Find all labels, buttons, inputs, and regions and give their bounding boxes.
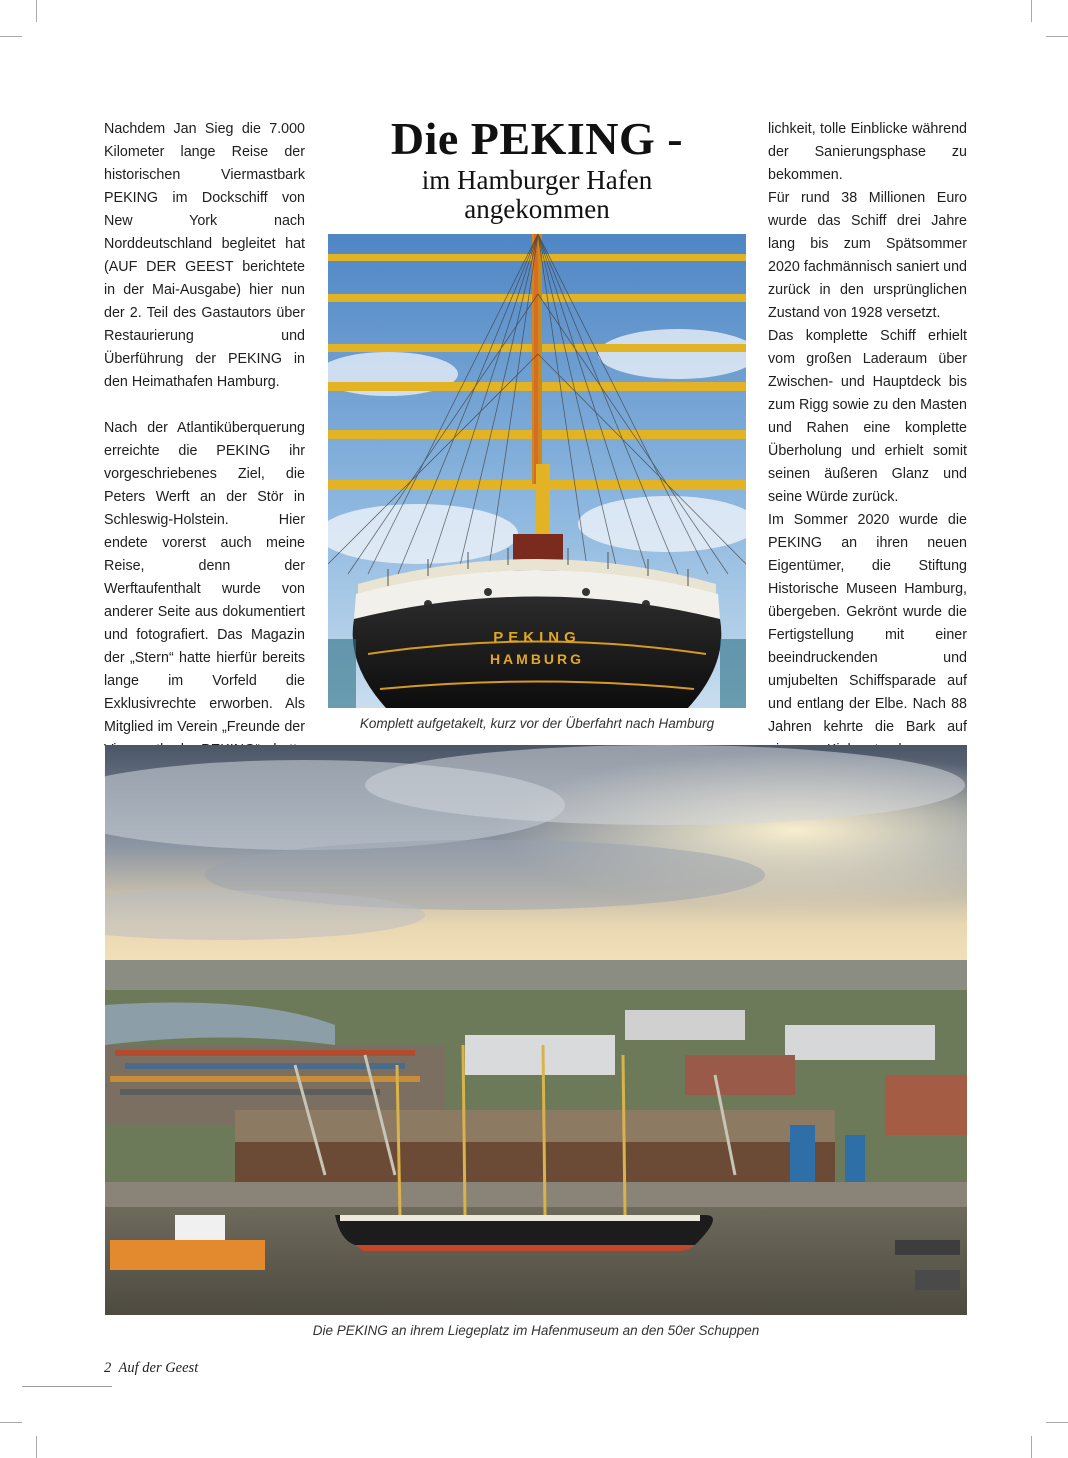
harbour-aerial-image [105,745,967,1315]
page-footer [104,1360,198,1377]
left-paragraph-2: Nach der Atlantiküberquerung erreichte die PEKING ihr vorgeschriebenes Ziel, die Peters Werft an der Stör in Schleswig-Holstein. Hier endete vorerst auch meine Reise, denn der Werftaufenthalt wurde von anderer Seite aus dokumentiert und fotografiert. Das Magazin der „Stern“ hatte hierfür bereits lange im Vorfeld die Exklusivrechte erworben. Als Mitglied im Verein „Freunde der [104,420,305,735]
stern-name-text: PEKING [493,629,581,646]
footer-rule [22,1386,112,1387]
article-title-block [328,112,746,224]
article-subtitle-line-1: im Hamburger Hafen [421,165,653,195]
right-paragraph-2: Für rund 38 Millionen Euro wurde das Schiff drei Jahre lang bis zum Spätsommer 2020 fachmännisch saniert und zurück in den ursprünglichen Zustand von 1928 versetzt. [768,190,967,321]
right-text-column [768,118,967,762]
crop-mark [1031,0,1032,22]
left-paragraph-1: Nachdem Jan Sieg die 7.000 Kilometer lange Reise der historischen Viermastbark PEKING im Dockschiff von New York nach Norddeutschland begleitet hat (AUF DER GEEST berichtete in der Mai-Ausgabe) hier nun der 2. Teil des Gastautors über Restaurierung und Überführung der PEKING in den Heimathafen Hamburg. [104,121,305,390]
page-number: 2 [104,1360,112,1376]
right-paragraph-3: Das komplette Schiff erhielt vom großen Laderaum über Zwischen- und Hauptdeck bis zum Rigg sowie zu den Masten und Rahen eine komplette Überholung und erhielt somit seinen äußeren Glanz und seine Würde zurück. [768,328,967,505]
article-title: Die PEKING - [390,113,684,164]
harbour-aerial-photo [105,745,967,1315]
crop-mark [1046,36,1068,37]
ship-stern-image [328,234,746,708]
left-text-column [104,118,305,808]
right-paragraph-4: Im Sommer 2020 wurde die PEKING an ihren neuen Eigentümer, die Stiftung Historische Museen Hamburg, übergeben. Gekrönt wurde die Fertigstellung mit einer beeindruckenden und umjubelten Schiffsparade auf und entlang der Elbe. Nach 88 Jahren kehrte die Bark auf [768,512,967,735]
magazine-name: Auf der Geest [118,1360,199,1376]
ship-stern-caption: Komplett aufgetakelt, kurz vor der Überfahrt nach Hamburg [359,716,715,731]
crop-mark [0,36,22,37]
stern-port-text: HAMBURG [489,651,585,667]
crop-mark [36,0,37,22]
right-paragraph-1: lichkeit, tolle Einblicke während der Sanierungsphase zu bekommen. [768,121,967,183]
crop-mark [36,1436,37,1458]
crop-mark [1031,1436,1032,1458]
harbour-aerial-caption: Die PEKING an ihrem Liegeplatz im Hafenmuseum an den 50er Schuppen [312,1323,760,1338]
ship-stern-photo [328,234,746,708]
article-subtitle-line-2: angekommen [464,194,610,224]
crop-mark [1046,1422,1068,1423]
crop-mark [0,1422,22,1423]
